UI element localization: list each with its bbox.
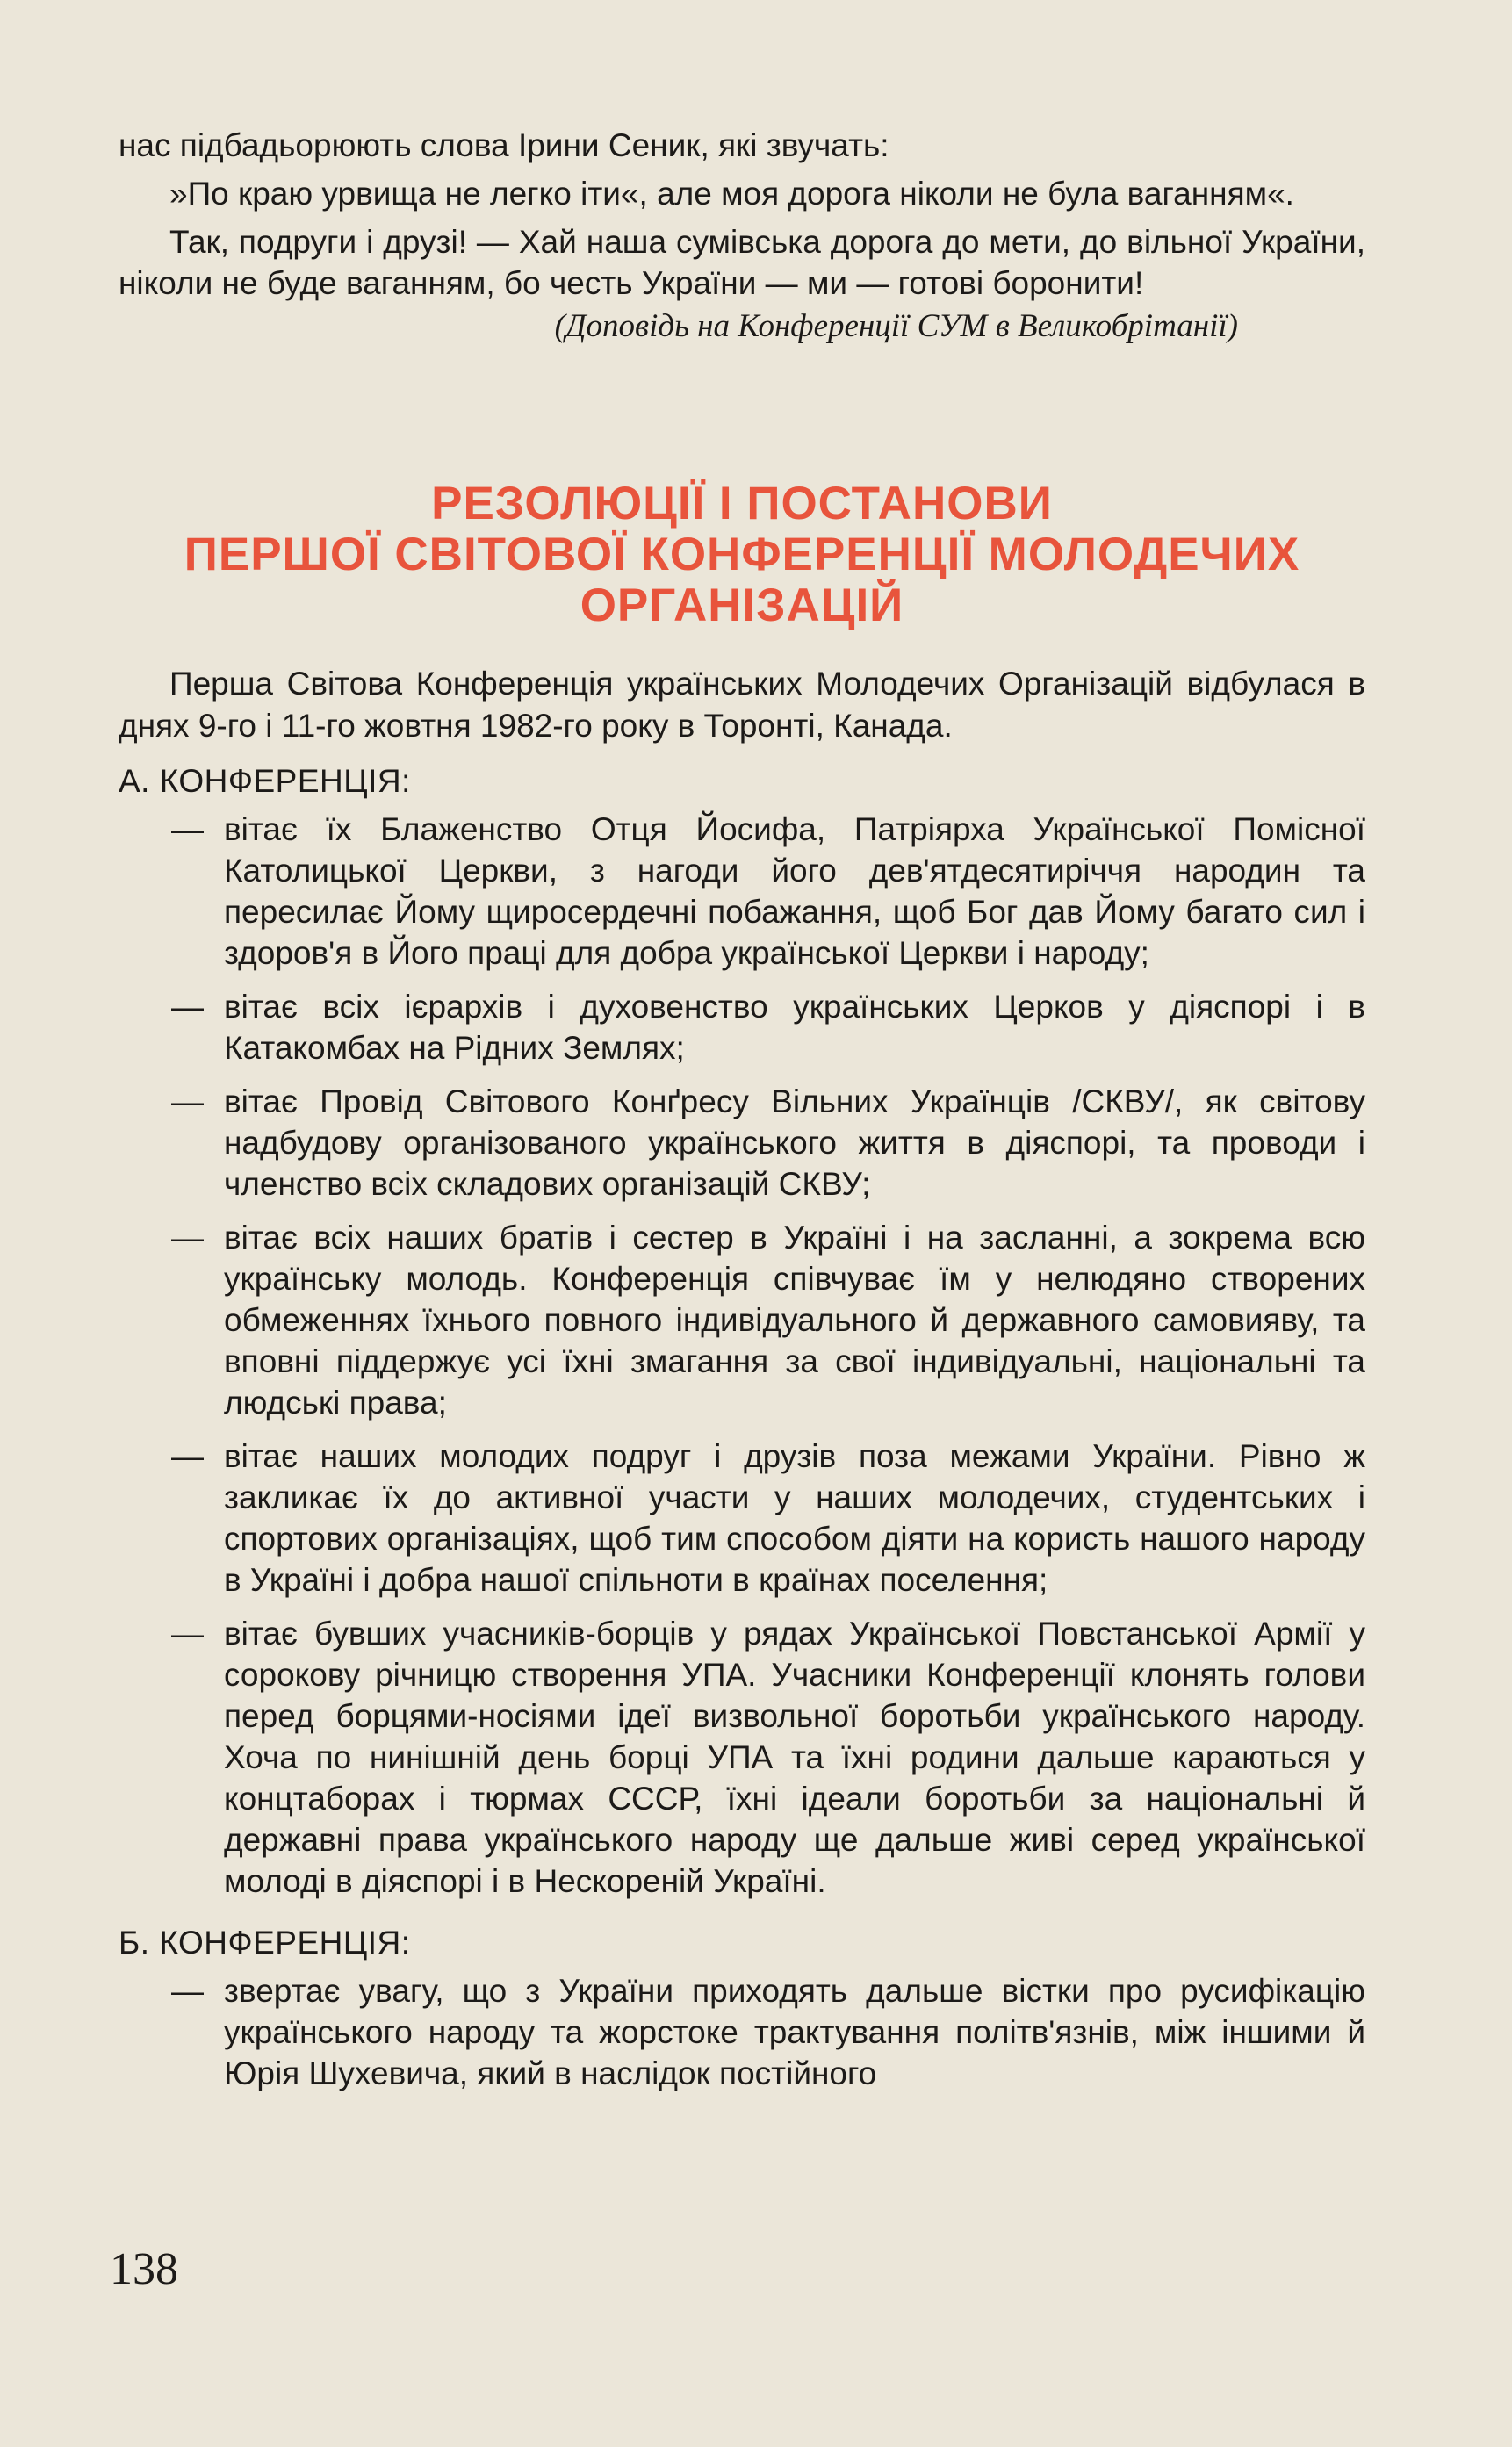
section-b-list (119, 1970, 1365, 2094)
list-item-text: звертає увагу, що з України приходять дальше вістки про русифікацію українського народу та жорстоке трактування політв'язнів, між іншими й Юрія Шухевича, який в наслідок постійного (224, 1973, 1365, 2091)
list-item (119, 809, 1365, 974)
list-item (119, 986, 1365, 1069)
list-item-text: вітає їх Блаженство Отця Йосифа, Патріярха Української Помісної Католицької Церкви, з нагоди його дев'ятдесятиріччя народин та пересилає Йому щиросердечні побажання, щоб Бог дав Йому багато сил і здоров'я в Його праці для добра української Церкви і народу; (224, 811, 1365, 971)
dash-bullet: — (171, 1220, 204, 1256)
intro-section (119, 125, 1365, 346)
section-b-heading: Б. КОНФЕРЕНЦІЯ: (119, 1925, 411, 1961)
resolutions-body (119, 663, 1365, 2106)
intro-quote: »По краю урвища не легко іти«, але моя дорога ніколи не була ваганням«. (169, 176, 1294, 212)
dash-bullet: — (171, 811, 204, 847)
dash-bullet: — (171, 1616, 204, 1652)
intro-paragraph: Так, подруги і друзі! — Хай наша сумівська дорога до мети, до вільної України, ніколи не буде ваганням, бо честь України — ми — готові боронити! (119, 224, 1365, 301)
dash-bullet: — (171, 1083, 204, 1119)
dash-bullet: — (171, 1438, 204, 1474)
list-item-text: вітає бувших учасників-борців у рядах Української Повстанської Армії у сорокову річницю створення УПА. Учасники Конференції клонять голови перед борцями-носіями ідеї визвольної боротьби українського народу. Хоча по нинішній день борці УПА та їхні родини дальше караються у концтаборах і тюрмах СССР, їхні ідеали боротьби за національні й державні права українського народу ще дальше живі серед української молоді в діяспорі і в Нескореній Україні. (224, 1616, 1365, 1899)
title-line: РЕЗОЛЮЦІЇ І ПОСТАНОВИ (431, 478, 1053, 529)
title-line: ОРГАНІЗАЦІЙ (580, 579, 904, 631)
section-a-heading: А. КОНФЕРЕНЦІЯ: (119, 763, 411, 799)
dash-bullet: — (171, 1973, 204, 2009)
list-item-text: вітає Провід Світового Конґресу Вільних Українців /СКВУ/, як світову надбудову організованого українського життя в діяспорі, та проводи і членство всіх складових організацій СКВУ; (224, 1083, 1365, 1202)
dash-bullet: — (171, 989, 204, 1025)
attribution: (Доповідь на Конференції СУМ в Великобрітанії) (554, 308, 1238, 344)
list-item-text: вітає наших молодих подруг і друзів поза межами України. Рівно ж закликає їх до активної участи у наших молодечих, студентських і спортових організаціях, щоб тим способом діяти на користь нашого народу в Україні і добра нашої спільноти в країнах поселення; (224, 1438, 1365, 1598)
list-item (119, 1970, 1365, 2094)
document-title (119, 479, 1365, 631)
list-item (119, 1436, 1365, 1601)
page-number: 138 (110, 2244, 178, 2294)
list-item (119, 1081, 1365, 1205)
list-item-text: вітає всіх ієрархів і духовенство українських Церков у діяспорі і в Катакомбах на Рідних Землях; (224, 989, 1365, 1066)
list-item (119, 1613, 1365, 1902)
section-a-list (119, 809, 1365, 1902)
title-line: ПЕРШОЇ СВІТОВОЇ КОНФЕРЕНЦІЇ МОЛОДЕЧИХ (184, 529, 1300, 580)
list-item (119, 1217, 1365, 1423)
lead-paragraph: Перша Світова Конференція українських Молодечих Організацій відбулася в днях 9-го і 11-го жовтня 1982-го року в Торонті, Канада. (119, 666, 1365, 744)
list-item-text: вітає всіх наших братів і сестер в Україні і на засланні, а зокрема всю українську молодь. Конференція співчуває їм у нелюдяно створених обмеженнях їхнього повного індивідуального й державного самовияву, та вповні піддержує усі їхні змагання за свої індивідуальні, національні та людські права; (224, 1220, 1365, 1421)
intro-paragraph: нас підбадьорюють слова Ірини Сеник, які звучать: (119, 127, 889, 163)
